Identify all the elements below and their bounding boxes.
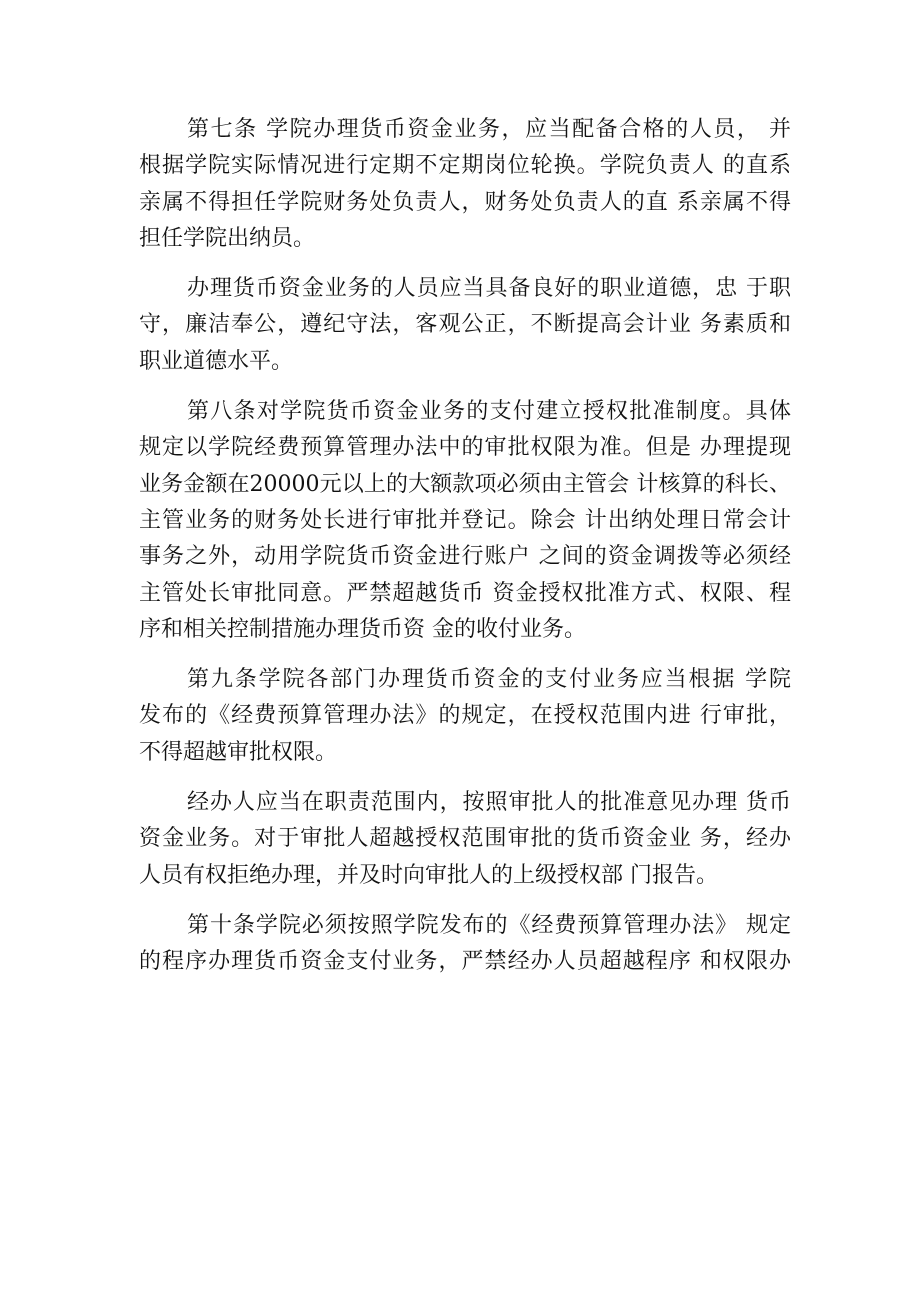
text-line: 资金业务。对于审批人超越授权范围审批的货币资金业 务，经办 bbox=[139, 826, 791, 852]
text-line: 亲属不得担任学院财务处负责人，财务处负责人的直 系亲属不得 bbox=[139, 189, 791, 215]
text-line: 经办人应当在职责范围内，按照审批人的批准意见办理 货币 bbox=[187, 790, 791, 816]
text-line: 人员有权拒绝办理，并及时向审批人的上级授权部 门报告。 bbox=[139, 862, 718, 888]
text-line: 主管业务的财务处长进行审批并登记。除会 计出纳处理日常会计 bbox=[139, 507, 791, 533]
paragraph-handler-duties bbox=[139, 785, 791, 894]
paragraph-article-9 bbox=[139, 662, 791, 771]
text-line: 第十条学院必须按照学院发布的《经费预算管理办法》 规定 bbox=[187, 912, 791, 938]
document-body bbox=[139, 112, 791, 981]
paragraph-staff-ethics bbox=[139, 271, 791, 380]
text-line: 的程序办理货币资金支付业务，严禁经办人员超越程序 和权限办 bbox=[139, 949, 791, 975]
text-line: 规定以学院经费预算管理办法中的审批权限为准。但是 办理提现 bbox=[139, 435, 791, 461]
text-line: 第九条学院各部门办理货币资金的支付业务应当根据 学院 bbox=[187, 667, 791, 693]
text-line: 根据学院实际情况进行定期不定期岗位轮换。学院负责人 的直系 bbox=[139, 153, 791, 179]
text-line: 守，廉洁奉公，遵纪守法，客观公正，不断提高会计业 务素质和 bbox=[139, 312, 791, 338]
text-line: 担任学院出纳员。 bbox=[139, 225, 316, 251]
paragraph-article-7 bbox=[139, 112, 791, 257]
text-line: 第八条对学院货币资金业务的支付建立授权批准制度。具体 bbox=[187, 399, 791, 425]
text-line: 办理货币资金业务的人员应当具备良好的职业道德，忠 于职 bbox=[187, 276, 791, 302]
text-line: 职业道德水平。 bbox=[139, 348, 294, 374]
paragraph-article-8 bbox=[139, 394, 791, 648]
text-line: 第七条 学院办理货币资金业务，应当配备合格的人员， 并 bbox=[187, 117, 791, 142]
text-line: 业务金额在20000元以上的大额款项必须由主管会 计核算的科长、 bbox=[139, 471, 791, 497]
text-line: 不得超越审批权限。 bbox=[139, 739, 338, 765]
text-line: 事务之外，动用学院货币资金进行账户 之间的资金调拨等必须经 bbox=[139, 544, 791, 570]
text-line: 主管处长审批同意。严禁超越货币 资金授权批准方式、权限、程 bbox=[139, 580, 791, 606]
paragraph-article-10 bbox=[139, 908, 791, 981]
text-line: 发布的《经费预算管理办法》的规定，在授权范围内进 行审批， bbox=[139, 703, 791, 729]
text-line: 序和相关控制措施办理货币资 金的收付业务。 bbox=[139, 616, 586, 642]
